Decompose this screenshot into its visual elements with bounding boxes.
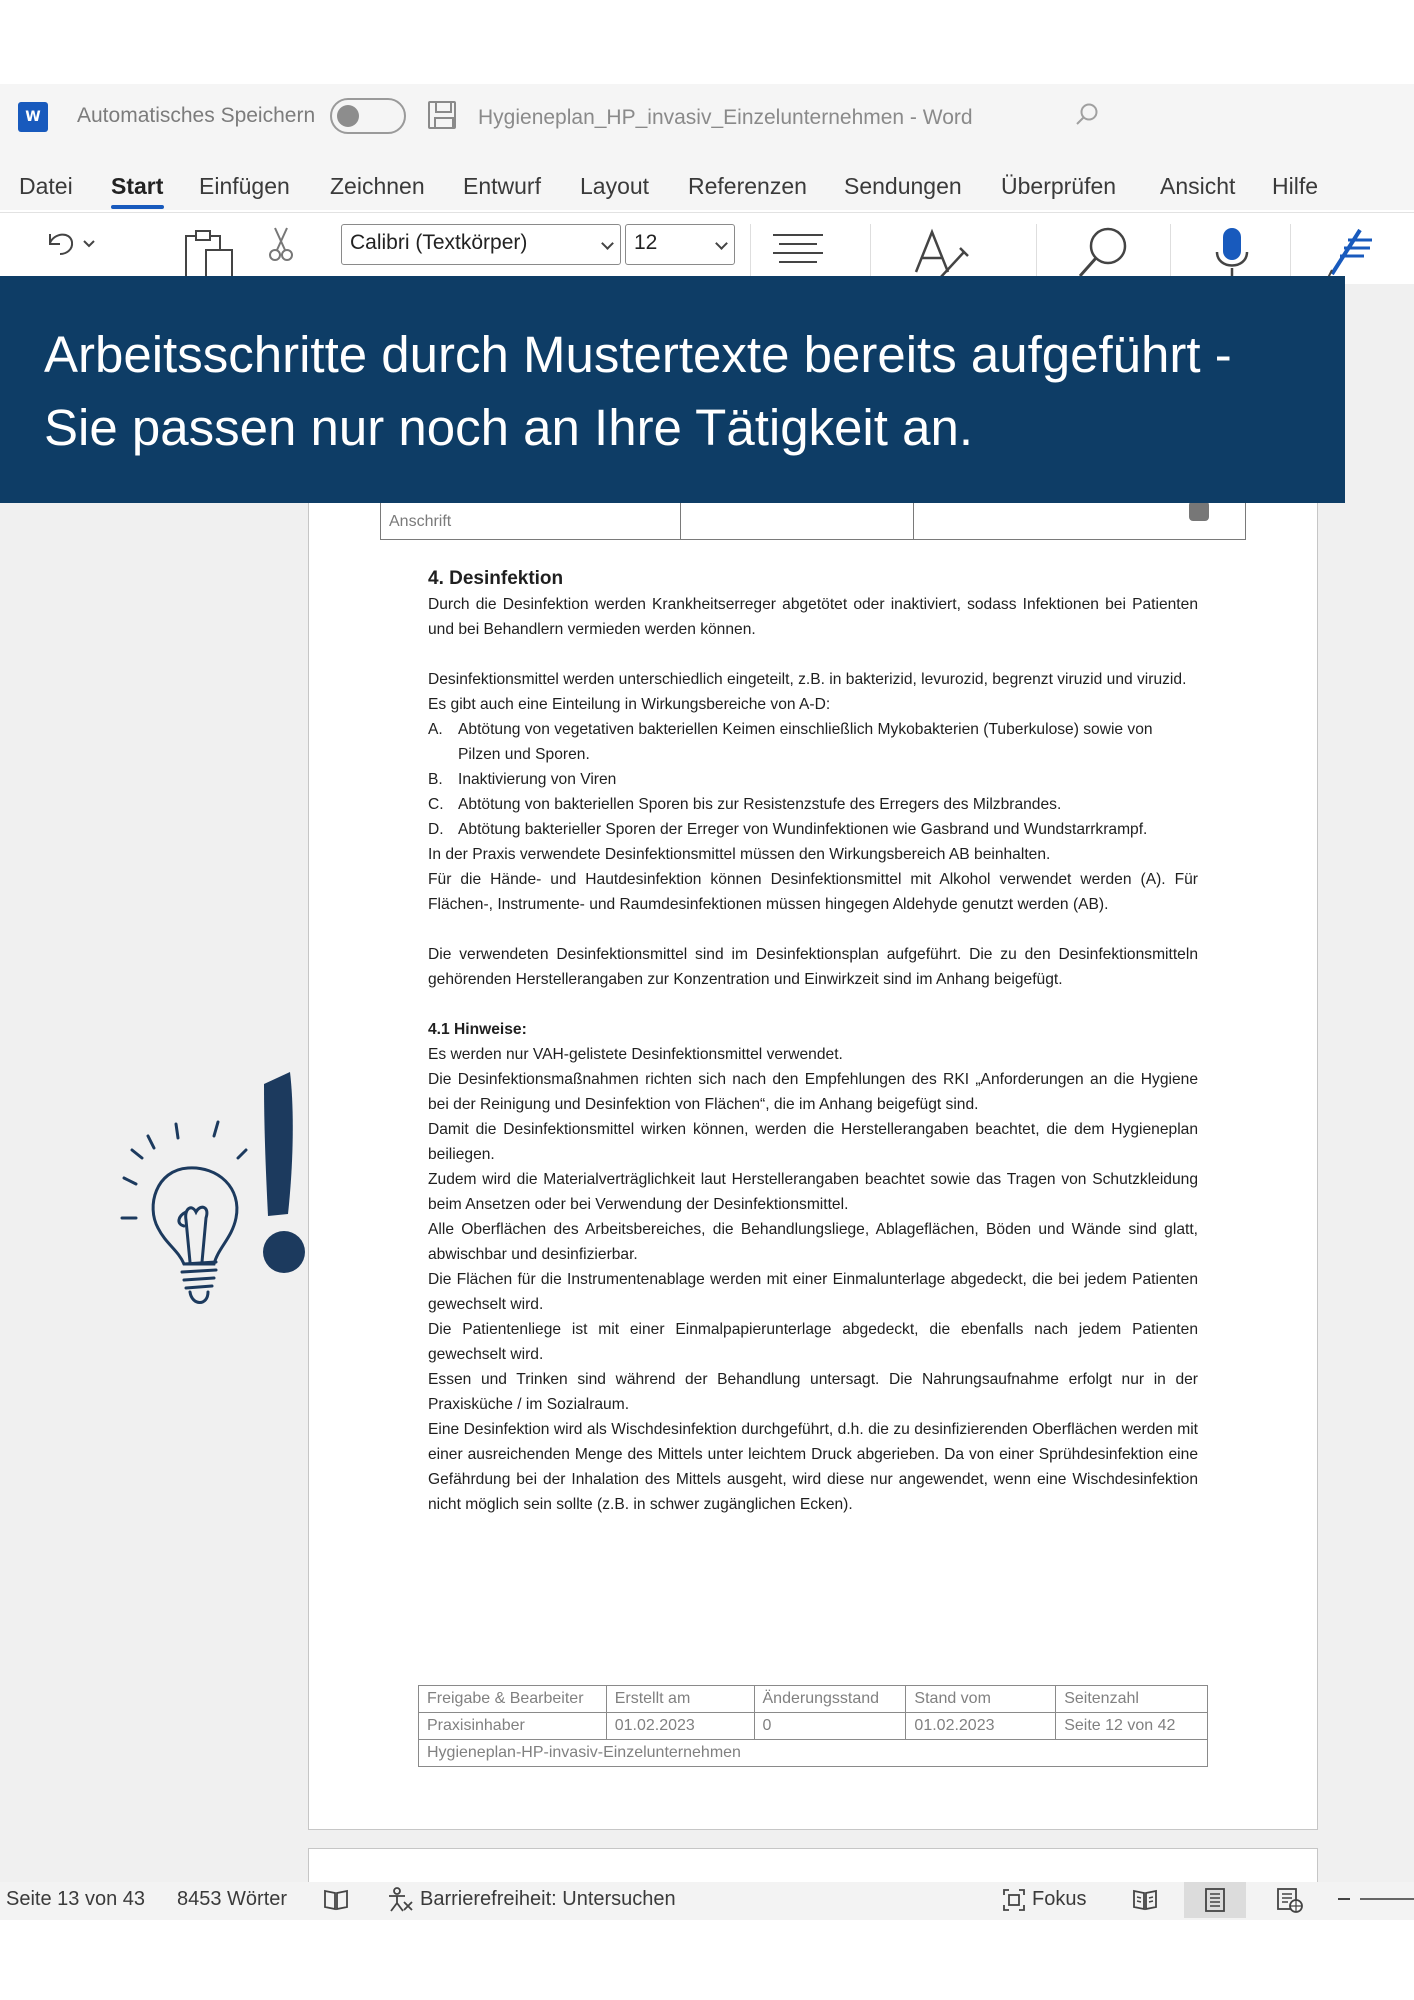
microphone-icon[interactable] (1212, 226, 1252, 282)
empty-line (428, 917, 1198, 942)
note-paragraph: Essen und Trinken sind während der Behandlung untersagt. Die Nahrungsaufnahme erfolgt nur in der Praxisküche / im Sozialraum. (428, 1371, 1198, 1413)
footer-value-cell: Seite 12 von 42 (1056, 1713, 1208, 1740)
list-item-text: Inaktivierung von Viren (458, 771, 617, 788)
print-layout-icon[interactable] (1201, 1886, 1229, 1914)
ribbon-separator (1036, 224, 1037, 276)
word-count[interactable]: 8453 Wörter (177, 1888, 288, 1910)
footer-value-cell: Praxisinhaber (419, 1713, 607, 1740)
empty-line (428, 642, 1198, 667)
tab-ueberpruefen[interactable]: Überprüfen (1001, 173, 1117, 199)
focus-icon[interactable] (1000, 1886, 1028, 1914)
tab-referenzen[interactable]: Referenzen (688, 173, 807, 199)
footer-header-cell: Freigabe & Bearbeiter (419, 1686, 607, 1713)
note-paragraph: Zudem wird die Materialverträglichkeit laut Herstellerangaben beachtet sowie das Tragen von Schutzkleidung beim Ansetzen oder bei Verwendung der Desinfektionsmittel. (428, 1171, 1198, 1213)
ribbon-separator (1290, 224, 1291, 276)
table-row (419, 1686, 1208, 1713)
paragraph-hands: Für die Hände- und Hautdesinfektion können Desinfektionsmittel mit Alkohol verwendet werden (A). Für Flächen-, Instrumente- und Raumdesinfektionen müssen hingegen Aldehyde genutzt werden (AB). (428, 871, 1198, 913)
search-icon[interactable] (1074, 102, 1100, 128)
tab-datei[interactable]: Datei (19, 173, 73, 199)
autosave-label: Automatisches Speichern (77, 104, 316, 127)
undo-icon[interactable] (40, 224, 100, 260)
list-marker: A. (428, 721, 443, 738)
tab-hilfe[interactable]: Hilfe (1272, 173, 1319, 199)
subsection-heading: 4.1 Hinweise: (428, 1021, 527, 1038)
footer-value-cell: 01.02.2023 (606, 1713, 754, 1740)
word-app-icon: W (18, 102, 48, 132)
practice-logo-icon (1189, 501, 1209, 521)
list-item-text: Abtötung von bakteriellen Sporen bis zur Resistenzstufe des Erregers des Milzbrandes. (458, 796, 1062, 813)
list-item (428, 717, 1198, 767)
zoom-slider[interactable] (1360, 1898, 1414, 1900)
note-paragraph: Die Desinfektionsmaßnahmen richten sich nach den Empfehlungen des RKI „Anforderungen an die Hygiene bei der Reinigung und Desinfektion von Flächen“, die im Anhang beigefügt sind. (428, 1071, 1198, 1113)
font-size-value: 12 (634, 231, 658, 254)
address-label: Anschrift (389, 513, 452, 530)
paragraph-intro: Durch die Desinfektion werden Krankheitserreger abgetötet oder inaktiviert, sodass Infektionen bei Patienten und bei Behandlern vermieden werden können. (428, 596, 1198, 638)
footer-header-cell: Seitenzahl (1056, 1686, 1208, 1713)
footer-header-cell: Erstellt am (606, 1686, 754, 1713)
list-item (428, 792, 1198, 817)
list-marker: D. (428, 821, 444, 838)
toggle-knob (337, 105, 359, 127)
styles-icon[interactable] (910, 226, 972, 282)
document-body[interactable] (428, 565, 1198, 1517)
active-tab-indicator (111, 205, 164, 209)
footer-value-cell: 01.02.2023 (906, 1713, 1056, 1740)
note-paragraph: Es werden nur VAH-gelistete Desinfektionsmittel verwendet. (428, 1046, 843, 1063)
font-size-select[interactable] (625, 224, 735, 265)
paragraph-practice: In der Praxis verwendete Desinfektionsmittel müssen den Wirkungsbereich AB beinhalten. (428, 846, 1051, 863)
save-icon[interactable] (428, 101, 456, 129)
font-family-value: Calibri (Textkörper) (350, 231, 528, 254)
paragraph-plan: Die verwendeten Desinfektionsmittel sind im Desinfektionsplan aufgeführt. Die zu den Desinfektionsmitteln gehörenden Herstellerangaben zur Konzentration und Einwirkzeit sind im Anhang beigefügt. (428, 946, 1198, 988)
tab-entwurf[interactable]: Entwurf (463, 173, 541, 199)
list-item-text: Abtötung bakterieller Sporen der Erreger von Wundinfektionen wie Gasbrand und Wundstarrkrampf. (458, 821, 1148, 838)
accessibility-icon[interactable] (386, 1886, 414, 1914)
zoom-out-button[interactable] (1338, 1898, 1350, 1900)
table-row (419, 1740, 1208, 1767)
ranges-list (428, 717, 1198, 842)
list-item-text: Abtötung von vegetativen bakteriellen Keimen einschließlich Mykobakterien (Tuberkulose) sowie von Pilzen und Sporen. (458, 721, 1153, 763)
table-row (419, 1713, 1208, 1740)
tab-layout[interactable]: Layout (580, 173, 650, 199)
document-title: Hygieneplan_HP_invasiv_Einzelunternehmen - Word (478, 106, 973, 129)
paragraph-classification: Desinfektionsmittel werden unterschiedlich eingeteilt, z.B. in bakterizid, levurozid, begrenzt viruzid und viruzid. (428, 671, 1187, 688)
footer-value-cell: 0 (754, 1713, 906, 1740)
page-count[interactable]: Seite 13 von 43 (6, 1888, 145, 1910)
note-paragraph: Alle Oberflächen des Arbeitsbereiches, die Behandlungsliege, Ablageflächen, Böden und Wände sind glatt, abwischbar und desinfizierbar. (428, 1221, 1198, 1263)
proofing-book-icon[interactable] (322, 1886, 350, 1914)
list-marker: B. (428, 771, 443, 788)
list-item (428, 817, 1198, 842)
note-paragraph: Die Patientenliege ist mit einer Einmalpapierunterlage abgedeckt, die ebenfalls nach jedem Patienten gewechselt wird. (428, 1321, 1198, 1363)
scissors-icon[interactable] (266, 226, 296, 262)
lightbulb-exclamation-icon (118, 1066, 358, 1326)
tab-zeichnen[interactable]: Zeichnen (330, 173, 425, 199)
ribbon-separator (750, 224, 751, 276)
paragraph-align-icon[interactable] (771, 232, 825, 268)
accessibility-status[interactable]: Barrierefreiheit: Untersuchen (420, 1888, 676, 1910)
tab-start[interactable]: Start (111, 173, 164, 199)
autosave-toggle[interactable] (330, 98, 406, 134)
ribbon-separator (1170, 224, 1171, 276)
footer-header-cell: Änderungsstand (754, 1686, 906, 1713)
read-mode-icon[interactable] (1131, 1886, 1159, 1914)
tab-einfuegen[interactable]: Einfügen (199, 173, 290, 199)
paragraph-ranges-intro: Es gibt auch eine Einteilung in Wirkungsbereiche von A-D: (428, 696, 831, 713)
editor-pen-icon[interactable] (1318, 226, 1376, 282)
banner-line-1: Arbeitsschritte durch Mustertexte bereits aufgeführt - (44, 326, 1232, 383)
banner-line-2: Sie passen nur noch an Ihre Tätigkeit an. (44, 399, 973, 456)
chevron-down-icon (601, 237, 614, 250)
note-paragraph: Die Flächen für die Instrumentenablage werden mit einer Einmalunterlage abgedeckt, die bei jedem Patienten gewechselt wird. (428, 1271, 1198, 1313)
note-paragraph: Eine Desinfektion wird als Wischdesinfektion durchgeführt, d.h. die zu desinfizierenden Oberflächen werden mit einer ausreichenden Menge des Mittels unter leichtem Druck abgerieben. Da von einer Sprühdesinfektion eine Gefährdung bei der Inhalation des Mittels ausgeht, wird diese nur angewendet, wenn eine Wischdesinfektion nicht möglich sein sollte (z.B. in schwer zugänglichen Ecken). (428, 1421, 1198, 1513)
web-layout-icon[interactable] (1275, 1886, 1303, 1914)
tab-ansicht[interactable]: Ansicht (1160, 173, 1236, 199)
footer-header-cell: Stand vom (906, 1686, 1056, 1713)
find-icon[interactable] (1074, 224, 1132, 282)
section-heading: 4. Desinfektion (428, 568, 564, 589)
document-footer-table (418, 1685, 1208, 1767)
tab-sendungen[interactable]: Sendungen (844, 173, 962, 199)
chevron-down-icon (715, 237, 728, 250)
ribbon-separator (870, 224, 871, 276)
note-paragraph: Damit die Desinfektionsmittel wirken können, werden die Herstellerangaben beachtet, die dem Hygieneplan beiliegen. (428, 1121, 1198, 1163)
list-item (428, 767, 1198, 792)
list-marker: C. (428, 796, 444, 813)
font-family-select[interactable] (341, 224, 621, 265)
banner-text (44, 318, 1344, 464)
footer-doc-name: Hygieneplan-HP-invasiv-Einzelunternehmen (419, 1740, 1208, 1767)
empty-line (428, 992, 1198, 1017)
focus-label[interactable]: Fokus (1032, 1888, 1087, 1910)
